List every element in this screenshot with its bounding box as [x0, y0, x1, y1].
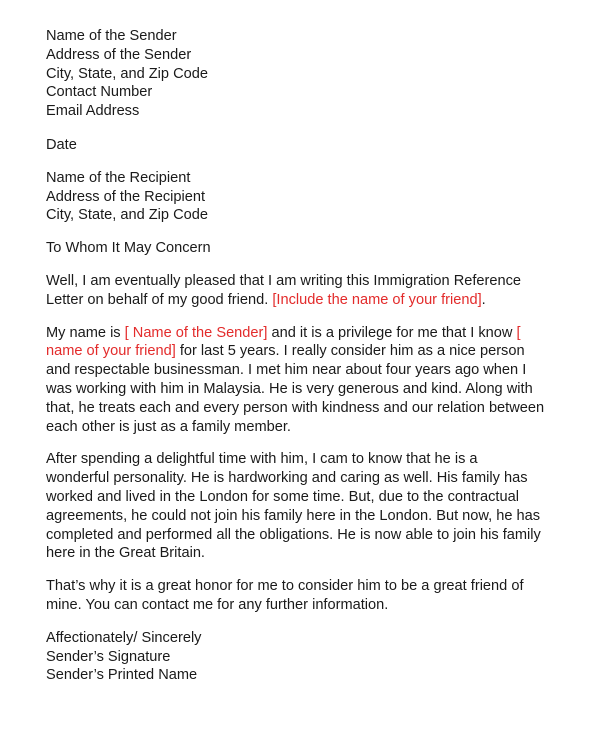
sender-address: Address of the Sender — [46, 46, 192, 63]
salutation: To Whom It May Concern — [46, 240, 211, 257]
recipient-block — [46, 169, 586, 225]
paragraph-3-line-3: worked and lived in the London for some time. But, due to the contractual — [46, 488, 519, 505]
paragraph-2-line-5: that, he treats each and every person with kindness and our relation between — [46, 399, 545, 416]
sender-name: Name of the Sender — [46, 28, 177, 44]
paragraph-1-period: . — [481, 291, 486, 308]
paragraph-2-text-3: for last 5 years. I really consider him as a nice person — [175, 343, 525, 360]
paragraph-2-line-4: was working with him in Malaysia. He is very generous and kind. Along with — [46, 380, 533, 397]
valediction: Affectionately/ Sincerely — [46, 629, 202, 646]
sender-name-placeholder: [ Name of the Sender] — [124, 324, 268, 341]
sender-printed-name: Sender’s Printed Name — [46, 667, 198, 684]
sender-signature: Sender’s Signature — [46, 648, 171, 665]
paragraph-3-line-2: wonderful personality. He is hardworking and caring as well. His family has — [46, 470, 528, 487]
sender-contact-number: Contact Number — [46, 84, 153, 101]
paragraph-2 — [46, 324, 586, 437]
paragraph-2-line-1 — [46, 324, 586, 343]
paragraph-2-text-2: and it is a privilege for me that I know — [267, 324, 517, 341]
paragraph-1-line-2 — [46, 291, 586, 310]
sender-block — [46, 27, 586, 121]
paragraph-1-text: Letter on behalf of my good friend. — [46, 291, 273, 308]
letter-date: Date — [46, 136, 77, 153]
paragraph-2-line-2 — [46, 342, 586, 361]
paragraph-2-line-6: each other is just as a family member. — [46, 418, 291, 435]
paragraph-4-line-2: mine. You can contact me for any further information. — [46, 596, 389, 613]
date-block — [46, 136, 586, 155]
paragraph-3-line-1: After spending a delightful time with him, I cam to know that he is a — [46, 451, 478, 468]
friend-name-placeholder: [Include the name of your friend] — [272, 291, 482, 308]
paragraph-2-text-1: My name is — [46, 324, 125, 341]
paragraph-4-line-1: That’s why it is a great honor for me to consider him to be a great friend of — [46, 578, 524, 595]
paragraph-3-line-6: here in the Great Britain. — [46, 545, 205, 562]
paragraph-3-line-4: agreements, he could not join his family here in the London. But now, he has — [46, 507, 541, 524]
recipient-address: Address of the Recipient — [46, 188, 205, 205]
friend-name-placeholder-open: [ — [516, 324, 521, 341]
sender-city-state-zip: City, State, and Zip Code — [46, 65, 208, 82]
closing-block — [46, 629, 586, 685]
friend-name-placeholder-close: name of your friend] — [46, 343, 176, 360]
recipient-name: Name of the Recipient — [46, 169, 191, 186]
paragraph-2-line-3: and respectable businessman. I met him near about four years ago when I — [46, 362, 527, 379]
paragraph-3-line-5: completed and performed all the obligations. He is now able to join his family — [46, 526, 541, 543]
sender-email: Email Address — [46, 103, 140, 120]
recipient-city-state-zip: City, State, and Zip Code — [46, 207, 208, 224]
paragraph-1-line-1: Well, I am eventually pleased that I am writing this Immigration Reference — [46, 272, 522, 289]
paragraph-3 — [46, 450, 586, 563]
letter-document — [46, 27, 586, 685]
paragraph-4 — [46, 577, 586, 615]
paragraph-1 — [46, 272, 586, 310]
salutation-block — [46, 239, 586, 258]
